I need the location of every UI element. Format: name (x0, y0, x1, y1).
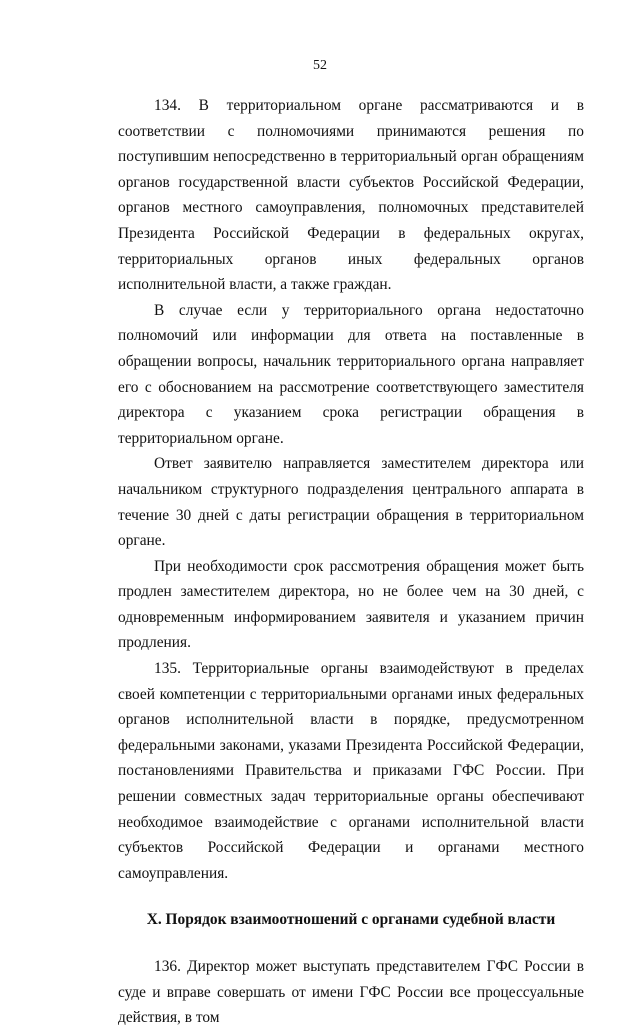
section-heading: X. Порядок взаимоотношений с органами судебной власти (146, 911, 556, 929)
paragraph-insufficient-authority: В случае если у территориального органа недостаточно полномочий или информации для ответа на поставленные в обращении вопросы, начальник территориального органа направляет его с обоснованием на рассмотрение соответствующего заместителя директора с указанием срока регистрации обращения в территориальном органе. (118, 301, 584, 447)
document-body (118, 93, 584, 1031)
paragraph-extension: При необходимости срок рассмотрения обращения может быть продлен заместителем директора, но не более чем на 30 дней, с одновременным информированием заявителя и указанием причин продления. (118, 557, 584, 652)
page-number: 52 (313, 58, 327, 73)
paragraph-136: 136. Директор может выступать представителем ГФС России в суде и вправе совершать от имени ГФС России все процессуальные действия, в том (118, 958, 584, 1027)
paragraph-135: 135. Территориальные органы взаимодействуют в пределах своей компетенции с территориальными органами иных федеральных органов исполнительной власти в порядке, предусмотренном федеральными законами, указами Президента Российской Федерации, постановлениями Правительства и приказами ГФС России. При решении совместных задач территориальные органы обеспечивают необходимое взаимодействие с органами исполнительной власти субъектов Российской Федерации и органами местного самоуправления. (118, 660, 584, 882)
paragraph-reply-deadline: Ответ заявителю направляется заместителем директора или начальником структурного подразделения центрального аппарата в течение 30 дней с даты регистрации обращения в территориальном органе. (118, 455, 584, 550)
paragraph-134: 134. В территориальном органе рассматриваются и в соответствии с полномочиями принимаются решения по поступившим непосредственно в территориальный орган обращениям органов государственной власти субъектов Российской Федерации, органов местного самоуправления, полномочных представителей Президента Российской Федерации в федеральных округах, территориальных органов иных федеральных органов исполнительной власти, а также граждан. (118, 97, 584, 294)
